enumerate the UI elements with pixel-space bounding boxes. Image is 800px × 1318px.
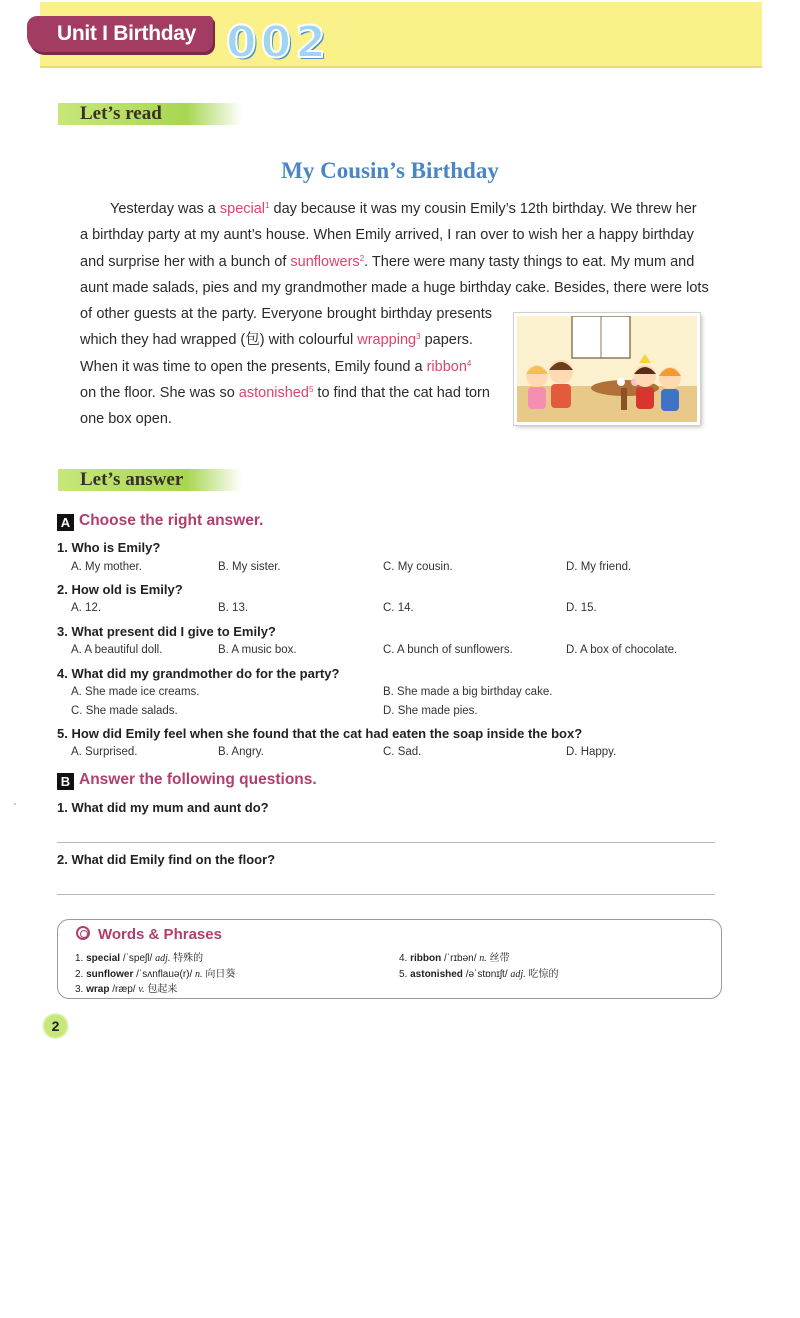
children-party-icon: [517, 316, 697, 422]
option-5a: A. Surprised.: [71, 746, 138, 758]
option-3b: B. A music box.: [218, 644, 297, 656]
story-line: aunt made salads, pies and my grandmother made a huge birthday cake. Besides, there were lots: [80, 279, 709, 296]
lets-read-tag: Let’s read: [58, 103, 242, 125]
question-1: 1. Who is Emily?: [57, 540, 161, 555]
question-4: 4. What did my grandmother do for the party?: [57, 666, 340, 681]
words-phrases-box: [57, 919, 722, 999]
option-4b: B. She made a big birthday cake.: [383, 686, 553, 698]
story-title: My Cousin’s Birthday: [281, 158, 499, 183]
option-1c: C. My cousin.: [383, 561, 453, 573]
party-illustration: [514, 313, 700, 425]
option-5c: C. Sad.: [383, 746, 422, 758]
keyword-wrapping: wrapping: [357, 332, 417, 349]
scan-speck: [14, 803, 16, 805]
word-entry-ribbon: 4. ribbon /ˈrɪbən/ n. 丝带: [399, 953, 510, 964]
option-2c: C. 14.: [383, 602, 414, 614]
story-line: a birthday party at my aunt’s house. When Emily arrived, I ran over to wish her a happy birthday: [80, 227, 694, 244]
answer-line-1[interactable]: [57, 842, 715, 843]
story-line: and surprise her with a bunch of sunflowers$^2$. There were many tasty things to eat. My mum and: [80, 253, 695, 270]
open-question-2: 2. What did Emily find on the floor?: [57, 852, 276, 867]
part-a-heading: A Choose the right answer.: [57, 512, 263, 531]
keyword-sunflowers: sunflowers: [290, 253, 360, 270]
option-4c: C. She made salads.: [71, 705, 178, 717]
option-3d: D. A box of chocolate.: [566, 644, 678, 656]
option-5d: D. Happy.: [566, 746, 617, 758]
option-3c: C. A bunch of sunflowers.: [383, 644, 513, 656]
option-1d: D. My friend.: [566, 561, 632, 573]
part-b-heading: B Answer the following questions.: [57, 771, 317, 790]
word-entry-special: 1. special /ˈspeʃl/ adj. 特殊的: [75, 953, 204, 964]
unit-label: Unit I Birthday: [27, 16, 213, 52]
word-entry-astonished: 5. astonished /əˈstɒnɪʃt/ adj. 吃惊的: [399, 969, 559, 980]
story-line: Yesterday was a special$^1$ day because it was my cousin Emily’s 12th birthday. We threw her: [110, 201, 697, 217]
option-4a: A. She made ice creams.: [71, 686, 200, 698]
keyword-astonished: astonished: [238, 385, 309, 402]
option-1a: A. My mother.: [71, 561, 142, 573]
option-3a: A. A beautiful doll.: [71, 644, 163, 656]
option-5b: B. Angry.: [218, 746, 264, 758]
story-line: When it was time to open the presents, Emily found a ribbon$^4$: [80, 358, 472, 375]
answer-line-2[interactable]: [57, 894, 715, 895]
word-entry-wrap: 3. wrap /ræp/ v. 包起来: [75, 984, 178, 995]
keyword-special: special: [219, 201, 266, 217]
part-a-badge: A: [57, 514, 74, 531]
option-2d: D. 15.: [566, 602, 597, 614]
story-line: of other guests at the party. Everyone brought birthday presents: [80, 306, 492, 323]
lets-answer-tag: Let’s answer: [58, 469, 242, 491]
option-2b: B. 13.: [218, 602, 249, 614]
word-entry-sunflower: 2. sunflower /ˈsʌnflauə(r)/ n. 向日葵: [75, 969, 236, 980]
page-code: 002: [226, 17, 330, 68]
words-phrases-title: Words & Phrases: [76, 926, 222, 943]
option-1b: B. My sister.: [218, 561, 281, 573]
question-5: 5. How did Emily feel when she found that the cat had eaten the soap inside the box?: [57, 726, 583, 741]
page-number: 2: [41, 1013, 70, 1039]
story-line: which they had wrapped (包) with colourful wrapping$^3$ papers.: [80, 332, 473, 349]
story-line: one box open.: [80, 411, 172, 428]
option-2a: A. 12.: [71, 602, 102, 614]
question-2: 2. How old is Emily?: [57, 582, 183, 597]
target-circle-icon: [76, 926, 90, 940]
open-question-1: 1. What did my mum and aunt do?: [57, 800, 269, 815]
keyword-ribbon: ribbon: [426, 358, 467, 375]
part-b-badge: B: [57, 773, 74, 790]
story-line: on the floor. She was so astonished$^5$ to find that the cat had torn: [80, 385, 490, 402]
question-3: 3. What present did I give to Emily?: [57, 624, 276, 639]
option-4d: D. She made pies.: [383, 705, 478, 717]
